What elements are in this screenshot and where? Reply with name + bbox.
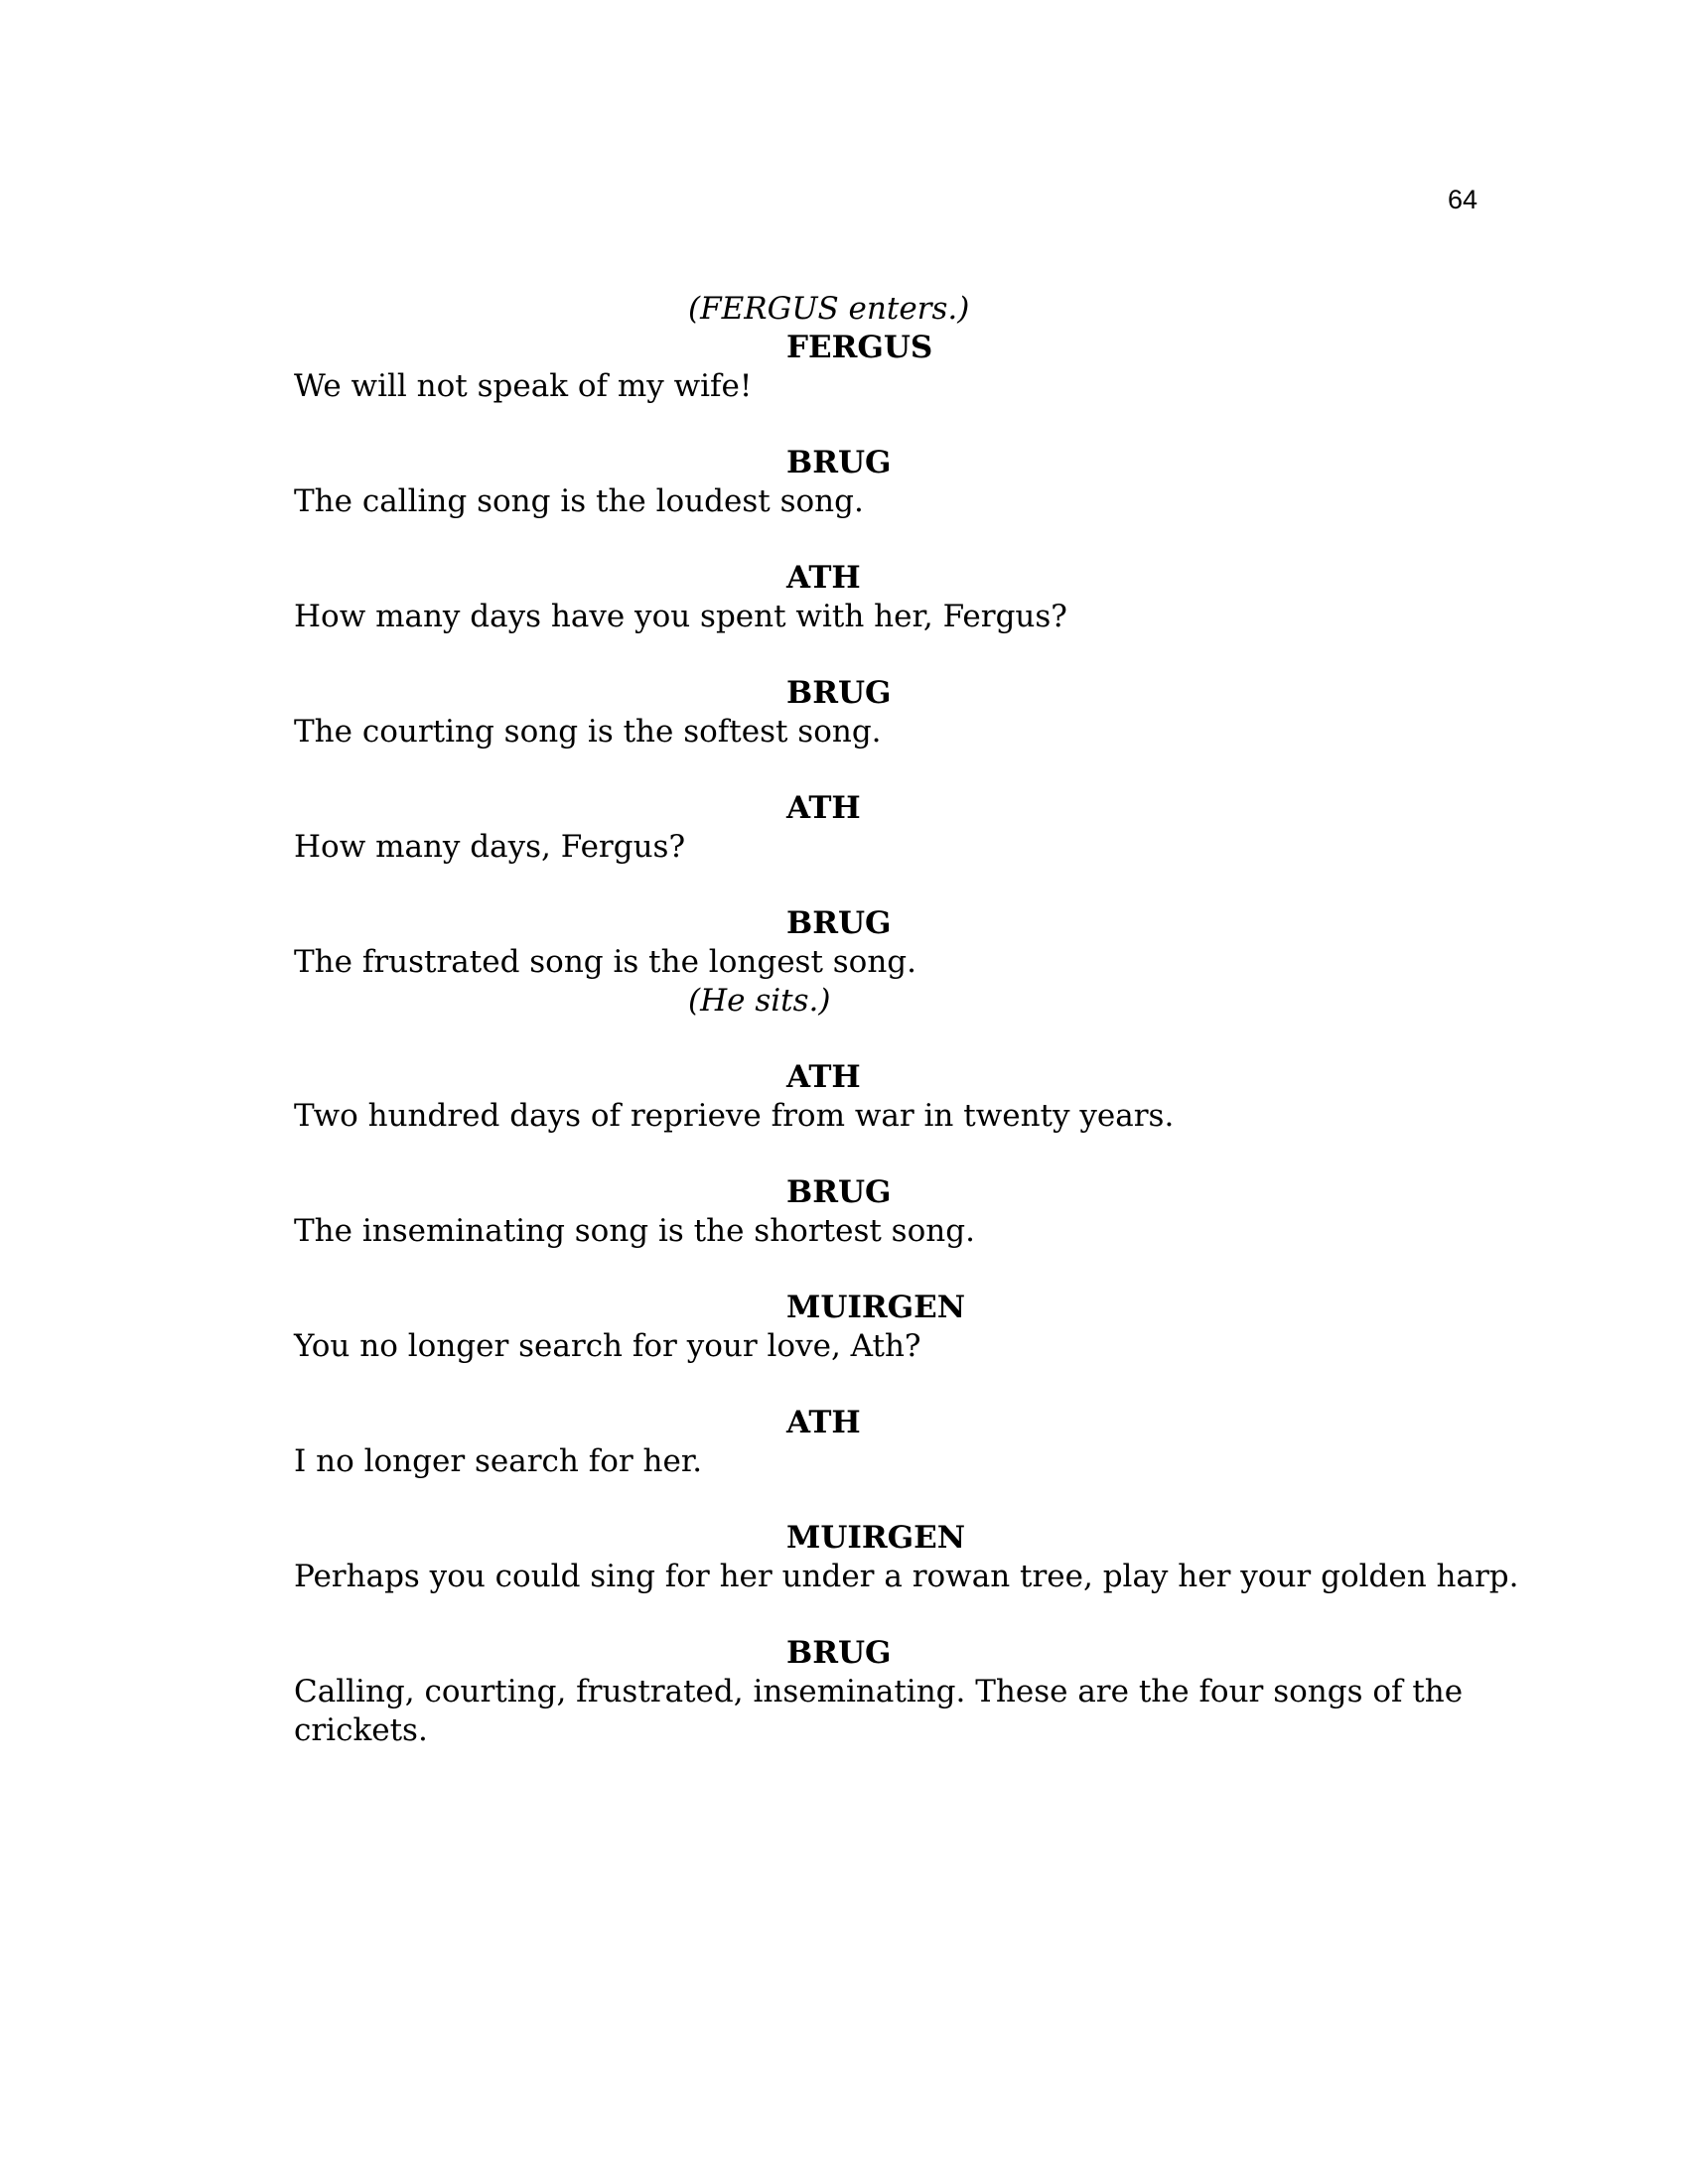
dialogue-line: The courting song is the softest song. bbox=[294, 714, 882, 750]
dialogue-line: You no longer search for your love, Ath? bbox=[294, 1328, 921, 1364]
dialogue-line: How many days, Fergus? bbox=[294, 829, 686, 865]
speaker-name: BRUG bbox=[786, 1174, 892, 1210]
dialogue-line: Perhaps you could sing for her under a rowan tree, play her your golden harp. bbox=[294, 1559, 1519, 1594]
page-number: 64 bbox=[1448, 185, 1478, 214]
speaker-name: FERGUS bbox=[786, 330, 933, 365]
dialogue-line: The frustrated song is the longest song. bbox=[294, 944, 916, 980]
stage-direction: (He sits.) bbox=[688, 983, 831, 1019]
speaker-name: BRUG bbox=[786, 675, 892, 711]
dialogue-line: Calling, courting, frustrated, inseminating. These are the four songs of the bbox=[294, 1674, 1464, 1709]
speaker-name: BRUG bbox=[786, 905, 892, 941]
dialogue-line: How many days have you spent with her, Fergus? bbox=[294, 599, 1067, 634]
script-page bbox=[294, 290, 1519, 1750]
dialogue-line: I no longer search for her. bbox=[294, 1443, 703, 1479]
speaker-name: BRUG bbox=[786, 445, 892, 480]
dialogue-line: We will not speak of my wife! bbox=[294, 368, 753, 404]
speaker-name: MUIRGEN bbox=[786, 1290, 966, 1325]
speaker-name: ATH bbox=[786, 1405, 861, 1440]
speaker-name: ATH bbox=[786, 560, 861, 596]
speaker-name: BRUG bbox=[786, 1635, 892, 1671]
stage-direction: (FERGUS enters.) bbox=[688, 291, 970, 327]
speaker-name: MUIRGEN bbox=[786, 1520, 966, 1556]
speaker-name: ATH bbox=[786, 1059, 861, 1095]
speaker-name: ATH bbox=[786, 790, 861, 826]
dialogue-line: The inseminating song is the shortest song. bbox=[294, 1213, 975, 1249]
dialogue-line: Two hundred days of reprieve from war in twenty years. bbox=[294, 1098, 1175, 1134]
dialogue-line: crickets. bbox=[294, 1712, 428, 1748]
dialogue-line: The calling song is the loudest song. bbox=[294, 483, 864, 519]
